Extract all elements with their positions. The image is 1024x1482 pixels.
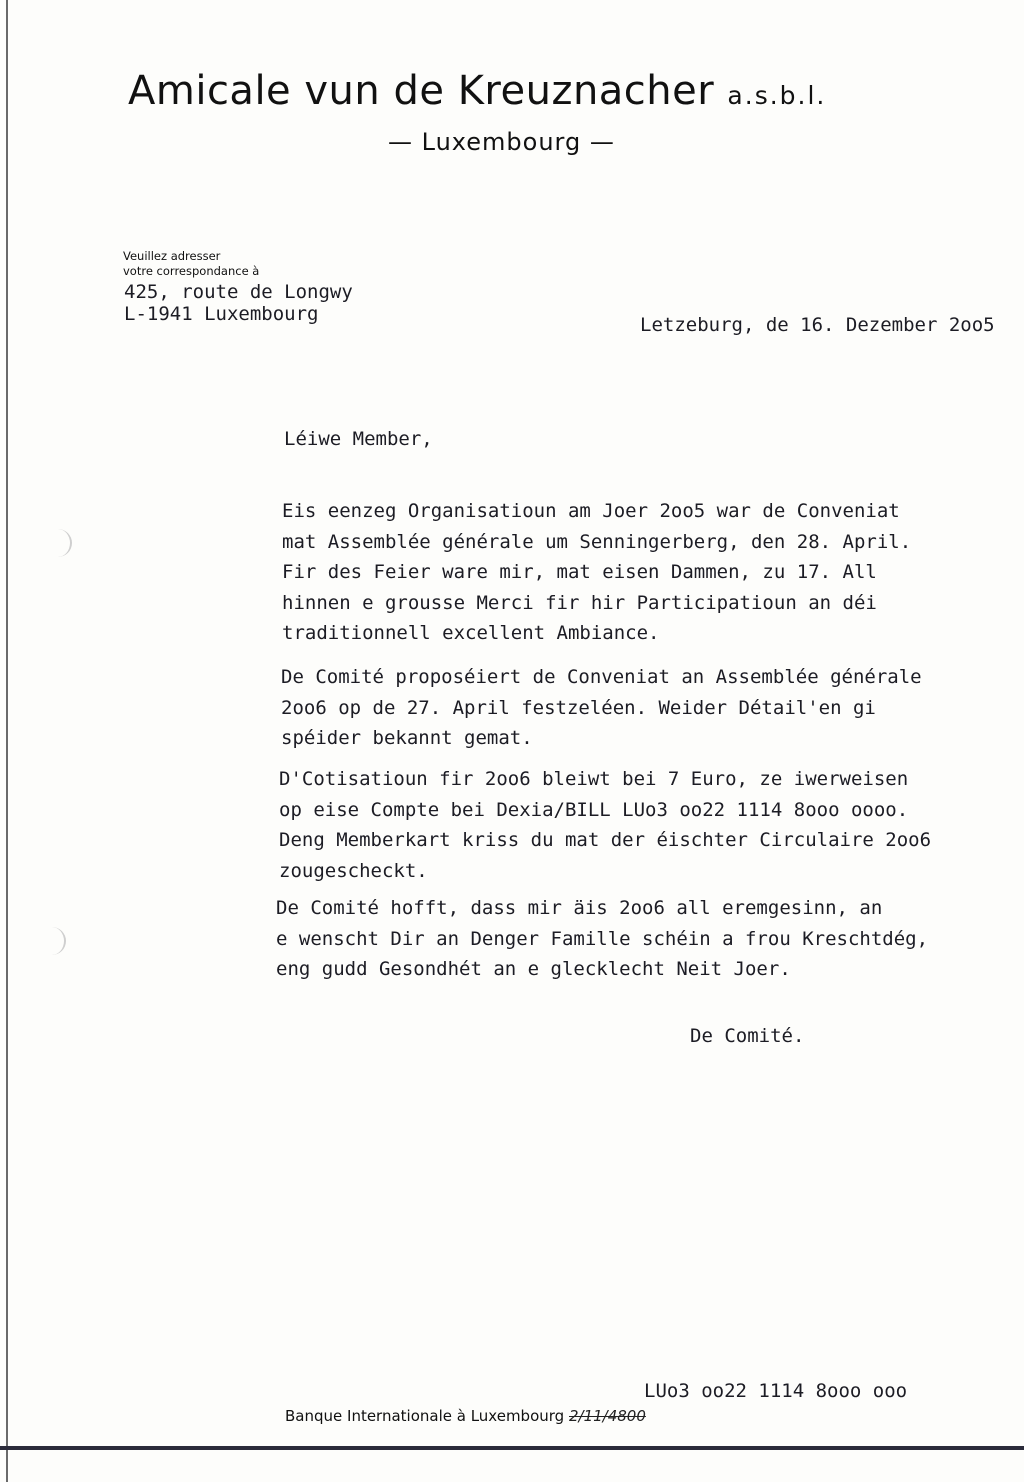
letter-date: Letzeburg, de 16. Dezember 2oo5 — [640, 314, 995, 336]
letterhead-city: — Luxembourg — — [388, 128, 615, 156]
correspondence-note-line: votre correspondance à — [123, 264, 260, 278]
body-paragraph — [276, 893, 928, 985]
return-address — [124, 281, 353, 325]
body-line: De Comité proposéiert de Conveniat an Assemblée générale — [281, 666, 922, 688]
body-paragraph — [282, 496, 911, 649]
punch-hole-mark — [54, 529, 72, 557]
body-line: 2oo6 op de 27. April festzeléen. Weider Détail'en gi — [281, 696, 876, 719]
signature: De Comité. — [690, 1025, 805, 1047]
letterhead-title — [128, 68, 826, 114]
address-street: 425, route de Longwy — [124, 281, 353, 303]
body-paragraph — [279, 764, 931, 886]
legal-form: a.s.b.l. — [727, 81, 827, 110]
page-edge-bottom — [0, 1446, 1024, 1450]
body-line: op eise Compte bei Dexia/BILL LUo3 oo22 1114 8ooo oooo. — [279, 798, 909, 821]
crossed-out-old-number: 2/11/4800 — [568, 1407, 646, 1425]
footer-bank-line — [285, 1407, 646, 1425]
body-line: mat Assemblée générale um Senningerberg, den 28. April. — [282, 530, 912, 553]
body-line: hinnen e grousse Merci fir hir Participatioun an déi — [282, 591, 877, 614]
correspondence-note — [123, 249, 259, 279]
page-edge-left — [6, 0, 8, 1482]
body-line: traditionnell excellent Ambiance. — [282, 622, 660, 644]
footer-account-number: LUo3 oo22 1114 8ooo ooo — [644, 1380, 908, 1402]
body-line: Eis eenzeg Organisatioun am Joer 2oo5 war de Conveniat — [282, 500, 900, 522]
correspondence-note-line: Veuillez adresser — [123, 249, 221, 263]
punch-hole-mark — [48, 927, 66, 955]
body-line: spéider bekannt gemat. — [281, 727, 533, 749]
body-line: D'Cotisatioun fir 2oo6 bleiwt bei 7 Euro, ze iwerweisen — [279, 768, 909, 790]
body-line: eng gudd Gesondhét an e glecklecht Neit Joer. — [276, 958, 791, 980]
salutation: Léiwe Member, — [284, 428, 433, 450]
body-line: De Comité hofft, dass mir äis 2oo6 all eremgesinn, an — [276, 897, 883, 919]
body-paragraph — [281, 662, 922, 754]
bank-name: Banque Internationale à Luxembourg — [285, 1407, 565, 1425]
body-line: e wenscht Dir an Denger Famille schéin a frou Kreschtdég, — [276, 927, 929, 950]
body-line: Fir des Feier ware mir, mat eisen Dammen, zu 17. All — [282, 561, 877, 583]
body-line: zougescheckt. — [279, 859, 428, 882]
organization-name: Amicale vun de Kreuznacher — [128, 68, 715, 114]
body-line: Deng Memberkart kriss du mat der éischter Circulaire 2oo6 — [279, 829, 932, 851]
address-postal: L-1941 Luxembourg — [124, 303, 319, 325]
